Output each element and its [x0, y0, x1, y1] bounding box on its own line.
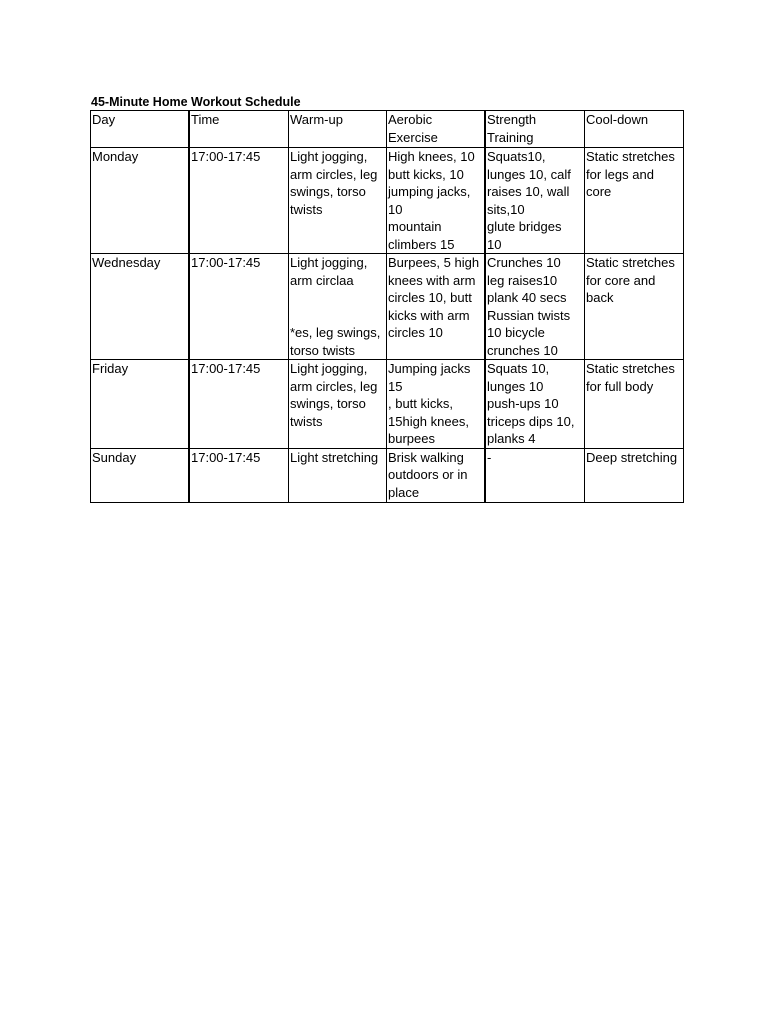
- header-aerobic-exercise: Aerobic Exercise: [387, 111, 486, 148]
- cell-time: 17:00-17:45: [189, 254, 289, 360]
- header-time: Time: [189, 111, 289, 148]
- cell-strength-training: -: [485, 448, 585, 502]
- cell-aerobic-exercise: Jumping jacks 15 , butt kicks, 15high knees, burpees: [387, 360, 486, 449]
- cell-warm-up: Light jogging, arm circlaa *es, leg swings, torso twists: [289, 254, 387, 360]
- cell-day: Sunday: [91, 448, 190, 502]
- header-day: Day: [91, 111, 190, 148]
- cell-aerobic-exercise: Brisk walking outdoors or in place: [387, 448, 486, 502]
- cell-time: 17:00-17:45: [189, 448, 289, 502]
- header-warm-up: Warm-up: [289, 111, 387, 148]
- cell-time: 17:00-17:45: [189, 148, 289, 254]
- table-row: [91, 360, 684, 449]
- schedule-title: 45-Minute Home Workout Schedule: [91, 95, 301, 109]
- cell-day: Friday: [91, 360, 190, 449]
- cell-cool-down: Static stretches for legs and core: [585, 148, 684, 254]
- cell-cool-down: Static stretches for core and back: [585, 254, 684, 360]
- cell-aerobic-exercise: Burpees, 5 high knees with arm circles 10, butt kicks with arm circles 10: [387, 254, 486, 360]
- cell-warm-up: Light stretching: [289, 448, 387, 502]
- header-strength-training: Strength Training: [485, 111, 585, 148]
- workout-schedule-table: [90, 110, 684, 503]
- cell-strength-training: Crunches 10 leg raises10 plank 40 secs Russian twists 10 bicycle crunches 10: [485, 254, 585, 360]
- table-row: [91, 448, 684, 502]
- table-header-row: [91, 111, 684, 148]
- cell-cool-down: Static stretches for full body: [585, 360, 684, 449]
- table-row: [91, 254, 684, 360]
- cell-day: Wednesday: [91, 254, 190, 360]
- header-cool-down: Cool-down: [585, 111, 684, 148]
- cell-strength-training: Squats 10, lunges 10 push-ups 10 triceps dips 10, planks 4: [485, 360, 585, 449]
- cell-warm-up: Light jogging, arm circles, leg swings, torso twists: [289, 360, 387, 449]
- cell-day: Monday: [91, 148, 190, 254]
- cell-cool-down: Deep stretching: [585, 448, 684, 502]
- cell-time: 17:00-17:45: [189, 360, 289, 449]
- table-row: [91, 148, 684, 254]
- cell-aerobic-exercise: High knees, 10 butt kicks, 10 jumping jacks, 10 mountain climbers 15: [387, 148, 486, 254]
- cell-warm-up: Light jogging, arm circles, leg swings, torso twists: [289, 148, 387, 254]
- cell-strength-training: Squats10, lunges 10, calf raises 10, wall sits,10 glute bridges 10: [485, 148, 585, 254]
